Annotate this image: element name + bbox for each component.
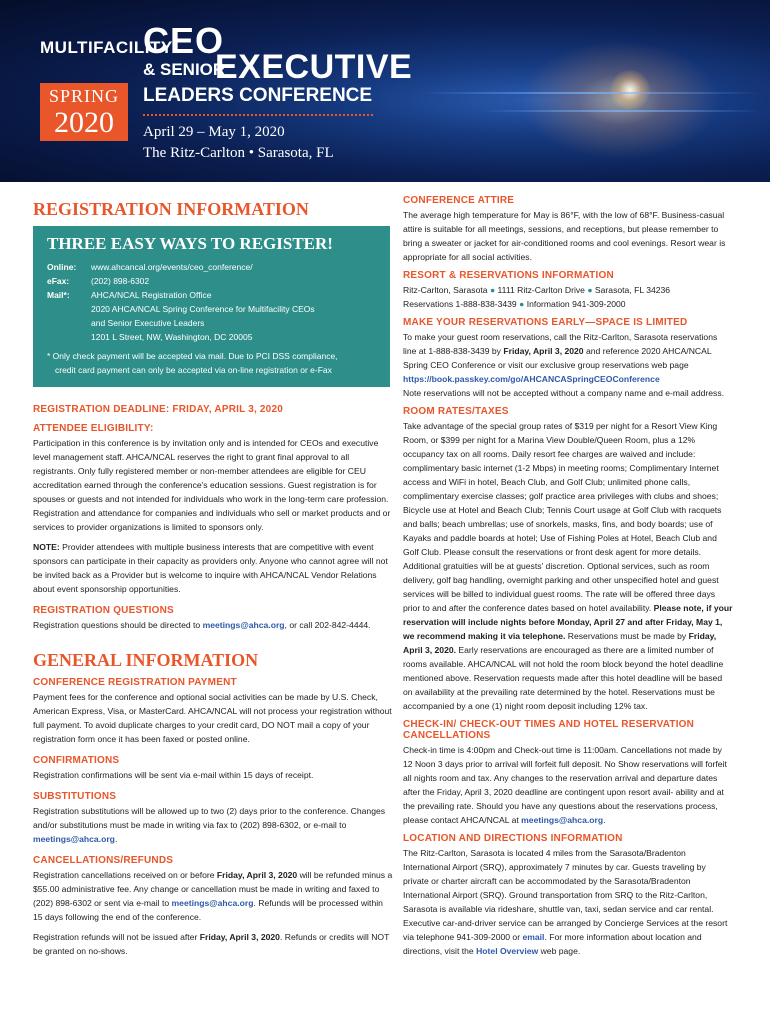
deadline-line [33,404,393,415]
refund-text-1: Registration refunds will not be issued after [33,932,198,942]
rates-heading: ROOM RATES/TAXES [403,406,509,417]
resort-line-2 [403,297,733,311]
left-column [33,195,393,958]
refund-text-2: . Refunds or credits will NOT be granted on no-shows. [33,932,390,956]
online-label: Online: [47,262,77,272]
eligibility-heading: ATTENDEE ELIGIBILITY: [33,423,154,434]
subs-text: Registration substitutions will be allowed up to two (2) days prior to the conference. Changes and/or substitutions must be made in writing via fax to (202) 898-6302, or e-mail to [33,806,386,830]
cancel-email-link[interactable]: meetings@ahca.org [171,898,254,908]
register-note-line-2: credit card payment can only be accepted via on-line registration or e-Fax [55,365,332,375]
checkin-email-link[interactable]: meetings@ahca.org [521,815,604,825]
mail-line-3: and Senior Executive Leaders [91,318,205,328]
early-text-1: To make your guest room reservations, call the Ritz-Carlton, Sarasota reservations line at 1-888-838-3439 by [403,332,718,356]
confirmations-heading: CONFIRMATIONS [33,755,120,766]
dotted-divider [143,114,373,116]
subs-post: . [114,834,118,844]
cancellations-heading: CANCELLATIONS/REFUNDS [33,855,174,866]
mail-label: Mail*: [47,290,70,300]
attire-text: The average high temperature for May is 86°F, with the low of 68°F. Business-casual attire is suitable for all meetings, sessions, and receptions, but please remember to bring a sweater or jacket for air-conditioned rooms and cool evenings. Resort wear is appropriate for all social activities. [403,210,726,262]
light-streak [420,92,760,94]
location-text-3: web page. [540,946,581,956]
bullet-icon: ● [489,285,496,295]
resort-reservations-phone: Reservations 1-888-838-3439 [403,299,517,309]
light-streak [480,110,760,112]
event-venue: The Ritz-Carlton • Sarasota, FL [143,145,334,161]
rates-text-3: Early reservations are encouraged as there are a limited number of rooms available. AHCA/NCAL will not hold the room block beyond the hotel deadline mentioned above. Reservation requests made after this hotel deadline will be based on availability at the prevailing rate determined by the hotel. Reservations must be accompanied by a one (1) night room deposit including 12% tax. [403,645,724,711]
register-online-row [47,260,378,274]
mail-line-1: AHCA/NCAL Registration Office [91,290,212,300]
deadline-label: REGISTRATION DEADLINE: [33,404,170,415]
right-column [403,195,733,958]
light-flare [610,70,650,110]
questions-text [33,618,393,632]
resort-info-phone: Information 941-309-2000 [526,299,626,309]
location-heading: LOCATION AND DIRECTIONS INFORMATION [403,833,623,844]
hotel-overview-link[interactable]: Hotel Overview [476,946,539,956]
refund-date: Friday, April 3, 2020 [199,932,280,942]
checkin-post: . [603,815,606,825]
checkin-heading: CHECK-IN/ CHECK-OUT TIMES AND HOTEL RESERVATION CANCELLATIONS [403,719,695,741]
substitutions-text [33,804,393,846]
event-dates: April 29 – May 1, 2020 [143,124,285,140]
header-banner [0,0,770,182]
location-text-1: The Ritz-Carlton, Sarasota is located 4 miles from the Sarasota/Bradenton International Airport (SRQ), approximately 7 minutes by car. Guests traveling by private or charter aircraft can be accommodated by the Sarasota/Bradenton International Airport (SRQ). Ground transportation from SRQ to the Ritz-Carlton, Sarasota is available via rideshare, shuttle van, taxi, sedan service and car rental. Executive car-and-driver service can be arranged by Concierge Services at the resort via telephone 941-309-2000 or [403,848,728,942]
questions-email-link[interactable]: meetings@ahca.org [202,620,285,630]
note-paragraph [33,540,393,596]
attire-heading: CONFERENCE ATTIRE [403,195,515,206]
note-text: Provider attendees with multiple business interests that are competitive with event sponsors can participate in their capacity as providers only. Anyone who cannot agree will not be invited back as a Provider but is welcome to inquire with AHCA/NCAL Vendor Relations about event sponsorship opportunities. [33,542,388,594]
refunds-text [33,930,393,958]
efax-label: eFax: [47,276,70,286]
rates-bold-note: Please note, if your reservation will include nights before Monday, April 27 and after Friday, May 1, we recommend making it via telephone. [403,603,733,641]
checkin-text-1: Check-in time is 4:00pm and Check-out time is 11:00am. Cancellations not made by 12 Noon 3 days prior to arrival will forfeit full deposit. No Show reservations will forfeit all nights room and tax. Any changes to the reservation arrival and departure dates after the Friday, April 3, 2020 deadline are contingent upon resort avail- ability and at the prevailing rate. Should you have any questions about the reservations process, please contact AHCA/NCAL at [403,745,727,825]
confirmations-text: Registration confirmations will be sent via e-mail within 15 days of receipt. [33,770,314,780]
season-year: 2020 [54,106,114,139]
subs-email-link[interactable]: meetings@ahca.org [33,834,115,844]
cancel-text-2: will be refunded minus a $55.00 administrative fee. Any change or cancellation must be made in writing and faxed to (202) 898-6302 or sent via e-mail to [33,870,393,908]
register-note-line-1: * Only check payment will be accepted via mail. Due to PCI DSS compliance, [47,351,338,361]
questions-post: , or call 202-842-4444. [284,620,371,630]
eligibility-text: Participation in this conference is by invitation only and is intended for CEOs and executive level management staff. AHCA/NCAL reserves the right to grant final approval to all registrants. Only fully registered member or non-member attendees are eligible for CEU accreditation earned through the conference's education sessions. Guest registration is for spouses or guests and not intended for individuals who work in the long-term care profession. Registration and attendance for companies and individuals who sell or market products and or services to provider organizations is limited to sponsors only. [33,438,391,532]
passkey-link[interactable]: https://book.passkey.com/go/AHCANCASpringCEOConference [403,374,660,384]
resort-city: Sarasota, FL 34236 [594,285,671,295]
rates-text-2: Reservations must be made by [567,631,687,641]
substitutions-heading: SUBSTITUTIONS [33,791,117,802]
mail-line-4: 1201 L Street, NW, Washington, DC 20005 [91,332,253,342]
rates-text [403,419,733,713]
deadline-value: FRIDAY, APRIL 3, 2020 [172,404,283,415]
location-text-2: . For more information about location and directions, visit the [403,932,702,956]
register-note [47,349,378,377]
register-mail-row [47,288,378,344]
cancel-date: Friday, April 3, 2020 [216,870,298,880]
registration-title: REGISTRATION INFORMATION [33,199,309,219]
note-label: NOTE: [33,542,60,552]
mail-address [91,288,378,344]
cancellations-text [33,868,393,924]
bullet-icon: ● [519,299,525,309]
resort-street: 1111 Ritz-Carlton Drive [497,285,585,295]
early-heading: MAKE YOUR RESERVATIONS EARLY—SPACE IS LIMITED [403,317,688,328]
register-box-title: THREE EASY WAYS TO REGISTER! [47,234,333,253]
payment-heading: CONFERENCE REGISTRATION PAYMENT [33,677,237,688]
rates-date: Friday, April 3, 2020. [403,631,717,655]
season-label: SPRING [48,86,120,106]
cancel-text-1: Registration cancellations received on or before [33,870,215,880]
title-ceo: CEO [143,20,225,61]
location-text [403,846,733,958]
bullet-icon: ● [587,285,593,295]
title-leaders: LEADERS CONFERENCE [143,85,373,106]
register-box [33,226,390,387]
checkin-text [403,743,733,827]
online-url[interactable]: www.ahcancal.org/events/ceo_conference/ [91,262,253,272]
mail-line-2: 2020 AHCA/NCAL Spring Conference for Multifacility CEOs [91,304,315,314]
resort-line-1 [403,283,733,297]
early-text-2: and reference 2020 AHCA/NCAL Spring CEO Conference or visit our exclusive group reservations web page [403,346,712,370]
efax-number: (202) 898-6302 [91,276,150,286]
title-executive: EXECUTIVE [215,48,413,86]
early-date: Friday, April 3, 2020 [503,346,584,356]
register-efax-row [47,274,378,288]
general-title: GENERAL INFORMATION [33,650,259,670]
title-multifacility: MULTIFACILITY [40,38,173,57]
resort-heading: RESORT & RESERVATIONS INFORMATION [403,270,614,281]
payment-text: Payment fees for the conference and optional social activities can be made by U.S. Check, American Express, Visa, or MasterCard. AHCA/NCAL will not process your registration without full payment. To avoid duplicate charges to your credit card, DO NOT mail a copy of your registration form once it has been faxed or posted online. [33,692,392,744]
title-senior: & SENIOR [143,60,226,79]
cancel-text-3: . Refunds will be processed within 15 days following the end of the conference. [33,898,383,922]
location-email-link[interactable]: email [522,932,545,942]
early-text-3: Note reservations will not be accepted without a company name and e-mail address. [403,388,725,398]
rates-text-1: Take advantage of the special group rates of $319 per night for a Resort View King Room, or $399 per night for a Marina View Double/Queen Room, plus a 12% occupancy tax on all rooms. Daily resort fee charges are waived and include: complimentary basic internet (1-2 Mbps) in meeting rooms; Complimentary Internet access and WiFi in hotel, Beach Club, and Golf Club; unlimited phone calls, complimentary exercise classes; golf practice area privileges with clubs and shoes; Bicycle use at Hotel and Beach Club; Tennis Court usage at Golf Club with racquets and balls; beach umbrellas; use of snorkels, masks, fins, and body boards; use of Kayaks and paddle boards at hotel; Use of Fishing Poles at Hotel, Beach Club and Golf Club. Please consult the reservations or front desk agent for more details. Additional gratuities will be at guests' discretion. Optional services, such as room delivery, golf bag handling, overnight parking and other unspecified hotel and guest services will be billed to individual guest rooms. The rate will be offered three days prior to and after the conference dates based on hotel availability. [403,421,722,613]
questions-heading: REGISTRATION QUESTIONS [33,605,174,616]
questions-pre: Registration questions should be directed to [33,620,201,630]
early-text [403,330,733,400]
resort-name: Ritz-Carlton, Sarasota [403,285,488,295]
